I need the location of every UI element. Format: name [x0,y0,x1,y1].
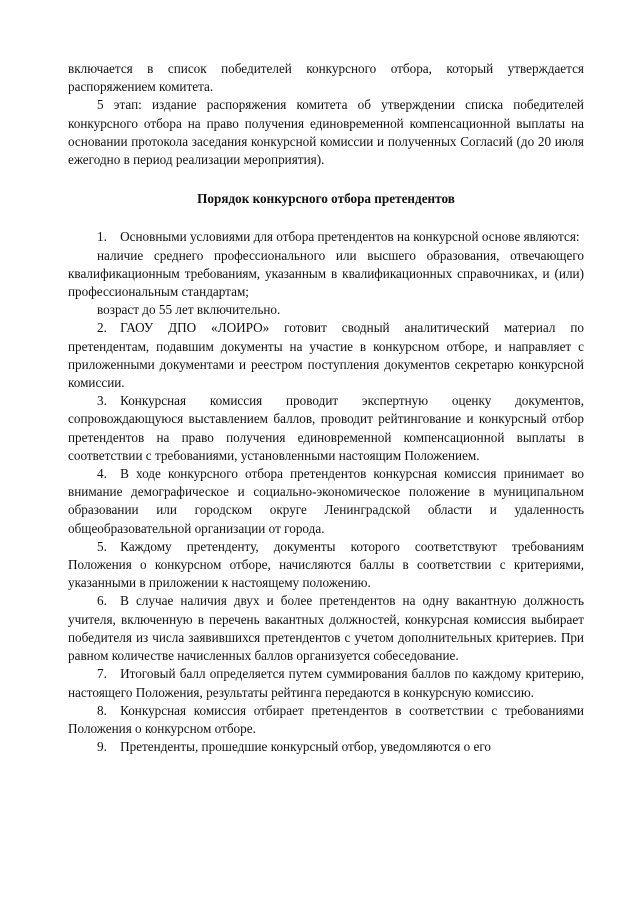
document-page [68,60,584,756]
list-item-6: 6. В случае наличия двух и более претендентов на одну вакантную должность учителя, включенную в перечень вакантных должностей, конкурсная комиссия выбирает победителя из числа заявившихся претендентов с учетом дополнительных критериев. При равном количестве начисленных баллов организуется собеседование. [68,593,584,664]
list-item-4: 4. В ходе конкурсного отбора претендентов конкурсная комиссия принимает во внимание демографическое и социально-экономическое положение в муниципальном образовании или городском округе Ленинградской области и удаленность общеобразовательной организации от города. [68,466,584,536]
list-item-7: 7. Итоговый балл определяется путем суммирования баллов по каждому критерию, настоящего Положения, результаты рейтинга передаются в конкурсную комиссию. [68,666,584,700]
section-heading: Порядок конкурсного отбора претендентов [197,191,455,207]
list-item-2: 2. ГАОУ ДПО «ЛОИРО» готовит сводный аналитический материал по претендентам, подавшим документы на участие в конкурсном отборе, и направляет с приложенными документами и реестром поступления документов секретарю конкурсной комиссии. [68,320,584,391]
list-item-1: 1. Основными условиями для отбора претендентов на конкурсной основе являются: [97,229,580,245]
list-item-8: 8. Конкурсная комиссия отбирает претендентов в соответствии с требованиями Положения о конкурсном отборе. [68,702,584,736]
list-item-9: 9. Претенденты, прошедшие конкурсный отбор, уведомляются о его [97,739,492,755]
list-item-1-condition-age: возраст до 55 лет включительно. [97,302,281,318]
list-item-1-condition-education: наличие среднего профессионального или высшего образования, отвечающего квалификационным требованиям, указанным в квалификационных справочниках, и (или) профессиональным стандартам; [68,247,584,300]
list-item-5: 5. Каждому претенденту, документы которого соответствуют требованиям Положения о конкурсном отборе, начисляются баллы в соответствии с критериями, указанными в приложении к настоящему положению. [68,538,584,591]
paragraph-intro-1: включается в список победителей конкурсного отбора, который утверждается распоряжением комитета. [68,61,584,95]
paragraph-stage-5: 5 этап: издание распоряжения комитета об утверждении списка победителей конкурсного отбора на право получения единовременной компенсационной выплаты на основании протокола заседания конкурсной комиссии и полученных Согласий (до 20 июля ежегодно в период реализации мероприятия). [68,97,584,168]
list-item-3: 3. Конкурсная комиссия проводит экспертную оценку документов, сопровождающуюся выставлением баллов, проводит рейтингование и конкурсный отбор претендентов на право получения единовременной компенсационной выплаты в соответствии с требованиями, установленными настоящим Положением. [68,393,584,463]
